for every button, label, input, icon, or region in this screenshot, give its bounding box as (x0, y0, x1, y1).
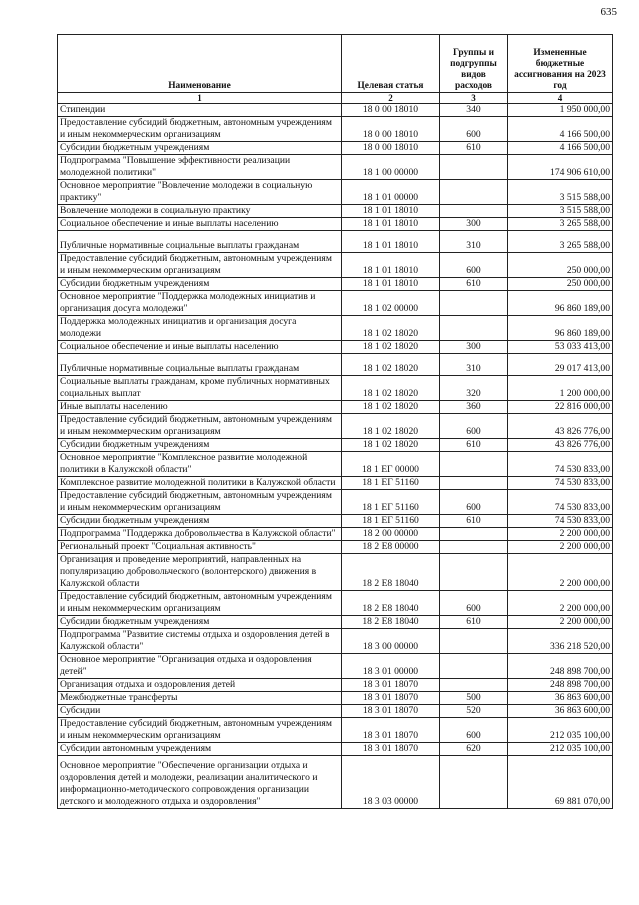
row-group-code (440, 541, 508, 554)
row-amount: 96 860 189,00 (508, 316, 613, 341)
row-group-code: 600 (440, 718, 508, 743)
row-group-code (440, 654, 508, 679)
row-target-code: 18 1 ЕГ 51160 (342, 477, 440, 490)
table-header-row (58, 35, 613, 93)
row-group-code: 310 (440, 354, 508, 376)
row-target-code: 18 0 00 18010 (342, 104, 440, 117)
row-amount: 36 863 600,00 (508, 705, 613, 718)
row-group-code: 320 (440, 376, 508, 401)
row-name: Подпрограмма "Поддержка добровольчества в Калужской области" (58, 528, 342, 541)
column-number: 2 (342, 93, 440, 104)
row-name: Предоставление субсидий бюджетным, автономным учреждениям и иным некоммерческим организациям (58, 490, 342, 515)
row-target-code: 18 1 ЕГ 51160 (342, 490, 440, 515)
row-amount: 250 000,00 (508, 253, 613, 278)
row-target-code: 18 1 01 18010 (342, 253, 440, 278)
row-name: Предоставление субсидий бюджетным, автономным учреждениям и иным некоммерческим организациям (58, 718, 342, 743)
row-group-code (440, 180, 508, 205)
row-group-code (440, 756, 508, 809)
table-row (58, 205, 613, 218)
row-amount: 36 863 600,00 (508, 692, 613, 705)
table-row (58, 541, 613, 554)
row-target-code: 18 1 02 00000 (342, 291, 440, 316)
table-row (58, 376, 613, 401)
row-group-code: 600 (440, 253, 508, 278)
row-amount: 2 200 000,00 (508, 554, 613, 591)
row-group-code (440, 155, 508, 180)
table-row (58, 218, 613, 231)
column-number-row (58, 93, 613, 104)
row-group-code: 600 (440, 490, 508, 515)
row-name: Субсидии бюджетным учреждениям (58, 142, 342, 155)
row-group-code: 300 (440, 341, 508, 354)
table-row (58, 414, 613, 439)
row-target-code: 18 1 01 18010 (342, 218, 440, 231)
row-amount: 2 200 000,00 (508, 528, 613, 541)
row-group-code: 610 (440, 142, 508, 155)
row-target-code: 18 3 01 00000 (342, 654, 440, 679)
row-target-code: 18 3 01 18070 (342, 679, 440, 692)
table-row (58, 490, 613, 515)
table-row (58, 554, 613, 591)
table-row (58, 278, 613, 291)
row-target-code: 18 3 01 18070 (342, 718, 440, 743)
table-row (58, 654, 613, 679)
row-target-code: 18 1 ЕГ 00000 (342, 452, 440, 477)
row-group-code: 600 (440, 414, 508, 439)
row-group-code: 610 (440, 439, 508, 452)
row-amount: 74 530 833,00 (508, 477, 613, 490)
table-row (58, 705, 613, 718)
row-name: Предоставление субсидий бюджетным, автономным учреждениям и иным некоммерческим организациям (58, 414, 342, 439)
table-row (58, 477, 613, 490)
header-amount: Измененные бюджетные ассигнования на 2023 год (508, 35, 613, 93)
table-row (58, 231, 613, 253)
row-amount: 22 816 000,00 (508, 401, 613, 414)
row-target-code: 18 2 00 00000 (342, 528, 440, 541)
row-name: Организация и проведение мероприятий, направленных на популяризацию добровольческого (волонтерского) движения в Калужской области (58, 554, 342, 591)
header-target: Целевая статья (342, 35, 440, 93)
table-row (58, 756, 613, 809)
row-target-code: 18 1 ЕГ 51160 (342, 515, 440, 528)
row-name: Субсидии бюджетным учреждениям (58, 278, 342, 291)
row-amount: 248 898 700,00 (508, 679, 613, 692)
table-row (58, 142, 613, 155)
row-group-code (440, 629, 508, 654)
table-row (58, 439, 613, 452)
row-name: Иные выплаты населению (58, 401, 342, 414)
row-target-code: 18 3 01 18070 (342, 692, 440, 705)
row-target-code: 18 1 02 18020 (342, 439, 440, 452)
row-amount: 250 000,00 (508, 278, 613, 291)
row-target-code: 18 1 02 18020 (342, 341, 440, 354)
row-group-code (440, 528, 508, 541)
row-name: Основное мероприятие "Комплексное развитие молодежной политики в Калужской области" (58, 452, 342, 477)
row-name: Субсидии бюджетным учреждениям (58, 515, 342, 528)
row-name: Стипендии (58, 104, 342, 117)
row-name: Подпрограмма "Развитие системы отдыха и оздоровления детей в Калужской области" (58, 629, 342, 654)
row-amount: 53 033 413,00 (508, 341, 613, 354)
row-name: Основное мероприятие "Обеспечение организации отдыха и оздоровления детей и молодежи, реализации аналитического и информационно-методического сопровождения организации детского и молодежного отдыха и оздоровления" (58, 756, 342, 809)
column-number: 4 (508, 93, 613, 104)
row-name: Предоставление субсидий бюджетным, автономным учреждениям и иным некоммерческим организациям (58, 591, 342, 616)
row-group-code: 620 (440, 743, 508, 756)
row-name: Социальные выплаты гражданам, кроме публичных нормативных социальных выплат (58, 376, 342, 401)
table-row (58, 316, 613, 341)
row-amount: 74 530 833,00 (508, 490, 613, 515)
row-group-code: 610 (440, 278, 508, 291)
column-number: 3 (440, 93, 508, 104)
row-group-code: 300 (440, 218, 508, 231)
row-amount: 4 166 500,00 (508, 117, 613, 142)
row-amount: 3 265 588,00 (508, 231, 613, 253)
row-amount: 96 860 189,00 (508, 291, 613, 316)
row-name: Социальное обеспечение и иные выплаты населению (58, 341, 342, 354)
table-row (58, 104, 613, 117)
table-row (58, 616, 613, 629)
row-amount: 3 515 588,00 (508, 205, 613, 218)
row-name: Подпрограмма "Повышение эффективности реализации молодежной политики" (58, 155, 342, 180)
row-amount: 43 826 776,00 (508, 439, 613, 452)
row-name: Предоставление субсидий бюджетным, автономным учреждениям и иным некоммерческим организациям (58, 253, 342, 278)
table-row (58, 155, 613, 180)
row-target-code: 18 3 00 00000 (342, 629, 440, 654)
row-target-code: 18 1 01 18010 (342, 278, 440, 291)
row-name: Субсидии бюджетным учреждениям (58, 616, 342, 629)
table-row (58, 401, 613, 414)
table-row (58, 718, 613, 743)
row-target-code: 18 1 01 00000 (342, 180, 440, 205)
row-name: Предоставление субсидий бюджетным, автономным учреждениям и иным некоммерческим организациям (58, 117, 342, 142)
row-amount: 2 200 000,00 (508, 591, 613, 616)
row-target-code: 18 1 02 18020 (342, 414, 440, 439)
row-name: Социальное обеспечение и иные выплаты населению (58, 218, 342, 231)
row-name: Межбюджетные трансферты (58, 692, 342, 705)
header-groups: Группы и подгруппы видов расходов (440, 35, 508, 93)
row-group-code: 610 (440, 515, 508, 528)
row-amount: 248 898 700,00 (508, 654, 613, 679)
row-name: Основное мероприятие "Поддержка молодежных инициатив и организация досуга молодежи" (58, 291, 342, 316)
row-amount: 2 200 000,00 (508, 541, 613, 554)
row-amount: 212 035 100,00 (508, 743, 613, 756)
row-target-code: 18 3 01 18070 (342, 705, 440, 718)
row-target-code: 18 1 01 18010 (342, 205, 440, 218)
row-target-code: 18 2 Е8 18040 (342, 591, 440, 616)
row-group-code: 500 (440, 692, 508, 705)
row-group-code (440, 452, 508, 477)
row-amount: 29 017 413,00 (508, 354, 613, 376)
table-row (58, 692, 613, 705)
row-amount: 74 530 833,00 (508, 515, 613, 528)
budget-table (57, 34, 613, 809)
row-amount: 74 530 833,00 (508, 452, 613, 477)
table-row (58, 591, 613, 616)
row-target-code: 18 1 01 18010 (342, 231, 440, 253)
row-amount: 43 826 776,00 (508, 414, 613, 439)
row-name: Поддержка молодежных инициатив и организация досуга молодежи (58, 316, 342, 341)
table-row (58, 117, 613, 142)
row-group-code (440, 679, 508, 692)
row-name: Организация отдыха и оздоровления детей (58, 679, 342, 692)
table-row (58, 253, 613, 278)
row-name: Основное мероприятие "Организация отдыха и оздоровления детей" (58, 654, 342, 679)
page-number: 635 (600, 6, 617, 18)
row-group-code: 610 (440, 616, 508, 629)
table-row (58, 452, 613, 477)
row-target-code: 18 3 03 00000 (342, 756, 440, 809)
row-amount: 1 950 000,00 (508, 104, 613, 117)
row-target-code: 18 0 00 18010 (342, 117, 440, 142)
row-target-code: 18 2 Е8 18040 (342, 616, 440, 629)
row-group-code (440, 477, 508, 490)
table-body (58, 104, 613, 809)
row-amount: 336 218 520,00 (508, 629, 613, 654)
table-row (58, 515, 613, 528)
row-group-code: 600 (440, 117, 508, 142)
row-target-code: 18 1 02 18020 (342, 401, 440, 414)
row-amount: 1 200 000,00 (508, 376, 613, 401)
row-group-code: 340 (440, 104, 508, 117)
row-group-code: 520 (440, 705, 508, 718)
table-row (58, 180, 613, 205)
row-group-code: 600 (440, 591, 508, 616)
row-amount: 3 515 588,00 (508, 180, 613, 205)
row-amount: 4 166 500,00 (508, 142, 613, 155)
row-amount: 69 881 070,00 (508, 756, 613, 809)
header-name: Наименование (58, 35, 342, 93)
row-target-code: 18 0 00 18010 (342, 142, 440, 155)
table-row (58, 291, 613, 316)
row-group-code: 360 (440, 401, 508, 414)
row-name: Вовлечение молодежи в социальную практику (58, 205, 342, 218)
row-target-code: 18 2 Е8 00000 (342, 541, 440, 554)
row-name: Публичные нормативные социальные выплаты гражданам (58, 231, 342, 253)
table-row (58, 679, 613, 692)
row-target-code: 18 1 02 18020 (342, 316, 440, 341)
table-row (58, 354, 613, 376)
row-target-code: 18 1 00 00000 (342, 155, 440, 180)
row-amount: 3 265 588,00 (508, 218, 613, 231)
row-name: Основное мероприятие "Вовлечение молодежи в социальную практику" (58, 180, 342, 205)
row-amount: 2 200 000,00 (508, 616, 613, 629)
row-name: Субсидии бюджетным учреждениям (58, 439, 342, 452)
row-group-code: 310 (440, 231, 508, 253)
row-target-code: 18 2 Е8 18040 (342, 554, 440, 591)
row-name: Публичные нормативные социальные выплаты гражданам (58, 354, 342, 376)
row-group-code (440, 291, 508, 316)
table-row (58, 629, 613, 654)
row-amount: 174 906 610,00 (508, 155, 613, 180)
column-number: 1 (58, 93, 342, 104)
row-name: Комплексное развитие молодежной политики в Калужской области (58, 477, 342, 490)
table-row (58, 528, 613, 541)
row-group-code (440, 554, 508, 591)
table-row (58, 341, 613, 354)
row-group-code (440, 316, 508, 341)
row-target-code: 18 1 02 18020 (342, 354, 440, 376)
row-name: Региональный проект "Социальная активность" (58, 541, 342, 554)
row-target-code: 18 1 02 18020 (342, 376, 440, 401)
row-name: Субсидии (58, 705, 342, 718)
row-name: Субсидии автономным учреждениям (58, 743, 342, 756)
row-amount: 212 035 100,00 (508, 718, 613, 743)
table-row (58, 743, 613, 756)
row-group-code (440, 205, 508, 218)
row-target-code: 18 3 01 18070 (342, 743, 440, 756)
